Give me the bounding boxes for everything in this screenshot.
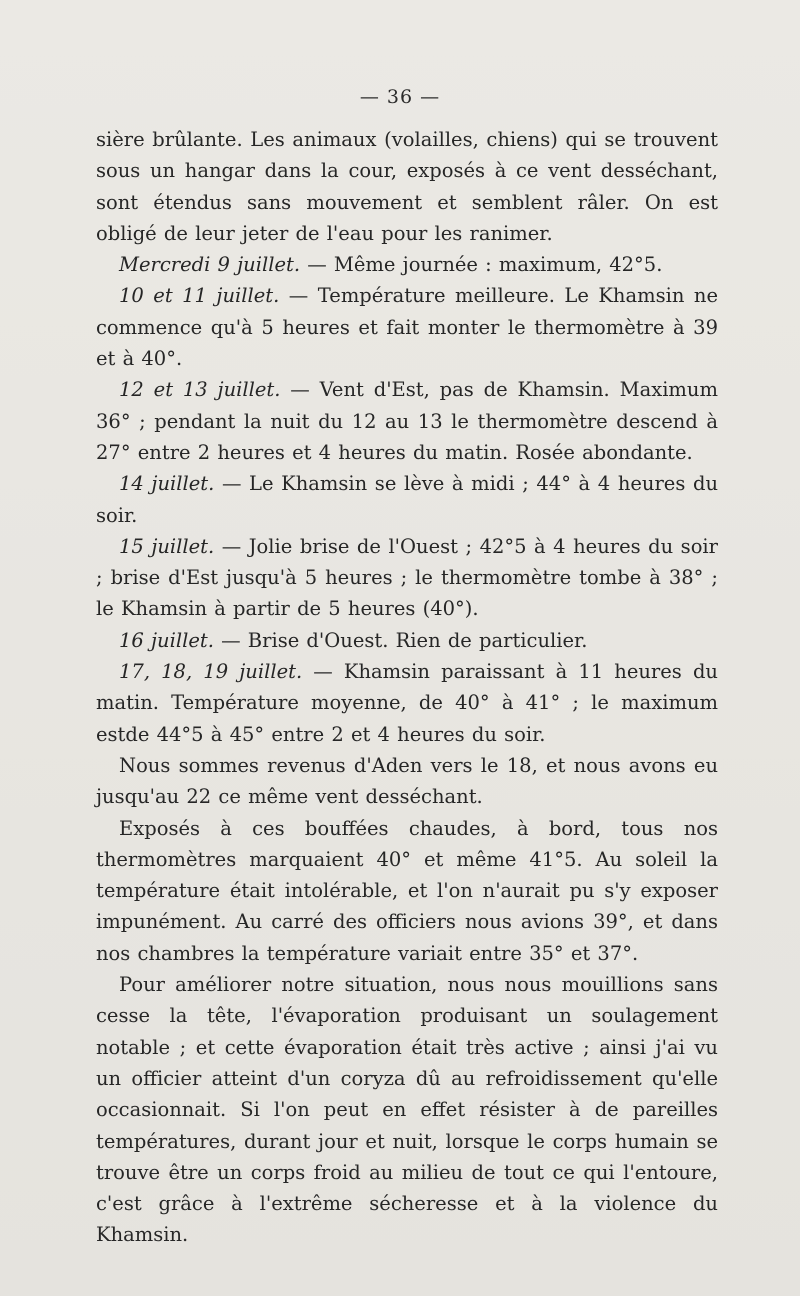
paragraph-text: — Khamsin paraissant à 11 heures du matin. Température moyenne, de 40° à 41° ; le maximum estde 44°5 à 45° entre 2 et 4 heures du soir. xyxy=(96,660,718,746)
paragraph xyxy=(96,531,718,625)
paragraph-text: Pour améliorer notre situation, nous nous mouillions sans cesse la tête, l'évaporation produisant un soulagement notable ; et cette évaporation était très active ; ainsi j'ai vu un officier atteint d'un coryza dû au refroidissement qu'elle occasionnait. Si l'on peut en effet résister à de pareilles températures, durant jour et nuit, lorsque le corps humain se trouve être un corps froid au milieu de tout ce qui l'entoure, c'est grâce à l'extrême sécheresse et à la violence du Khamsin. xyxy=(96,973,718,1247)
date-label: Mercredi 9 juillet. xyxy=(119,253,301,277)
paragraph xyxy=(96,374,718,468)
paragraph xyxy=(96,656,718,750)
paragraph-text: — Le Khamsin se lève à midi ; 44° à 4 heures du soir. xyxy=(96,472,718,527)
paragraph xyxy=(96,625,718,656)
paragraph-text: Nous sommes revenus d'Aden vers le 18, et nous avons eu jusqu'au 22 ce même vent desséchant. xyxy=(96,753,718,809)
date-label: 10 et 11 juillet. xyxy=(119,284,280,308)
date-label: 14 juillet. xyxy=(119,472,215,496)
page-number: — 36 — xyxy=(359,86,441,108)
paragraph-text: — Jolie brise de l'Ouest ; 42°5 à 4 heures du soir ; brise d'Est jusqu'à 5 heures ; le thermomètre tombe à 38° ; le Khamsin à partir de 5 heures (40°). xyxy=(96,534,718,621)
paragraph xyxy=(96,249,718,280)
date-label: 16 juillet. xyxy=(119,628,214,652)
date-label: 15 juillet. xyxy=(119,534,215,558)
date-label: 12 et 13 juillet. xyxy=(119,378,281,402)
paragraph xyxy=(96,124,718,249)
paragraph-text: — Température meilleure. Le Khamsin ne commence qu'à 5 heures et fait monter le thermomètre à 39 et à 40°. xyxy=(96,284,718,371)
body-text xyxy=(96,124,718,1251)
paragraph xyxy=(96,280,718,374)
paragraph xyxy=(96,969,718,1251)
paragraph xyxy=(96,813,718,969)
paragraph xyxy=(96,750,718,813)
paragraph-text: — Vent d'Est, pas de Khamsin. Maximum 36° ; pendant la nuit du 12 au 13 le thermomètre descend à 27° entre 2 heures et 4 heures du matin. Rosée abondante. xyxy=(96,378,718,464)
date-label: 17, 18, 19 juillet. xyxy=(119,660,303,684)
paragraph-text: — Même journée : maximum, 42°5. xyxy=(300,253,663,277)
paragraph-text: Exposés à ces bouffées chaudes, à bord, tous nos thermomètres marquaient 40° et même 41°5. Au soleil la température était intolérable, et l'on n'aurait pu s'y exposer impunément. Au carré des officiers nous avions 39°, et dans nos chambres la température variait entre 35° et 37°. xyxy=(96,816,718,965)
paragraph xyxy=(96,468,718,531)
paragraph-text: sière brûlante. Les animaux (volailles, chiens) qui se trouvent sous un hangar dans la cour, exposés à ce vent desséchant, sont étendus sans mouvement et semblent râler. On est obligé de leur jeter de l'eau pour les ranimer. xyxy=(96,128,718,245)
paragraph-text: — Brise d'Ouest. Rien de particulier. xyxy=(213,628,588,652)
